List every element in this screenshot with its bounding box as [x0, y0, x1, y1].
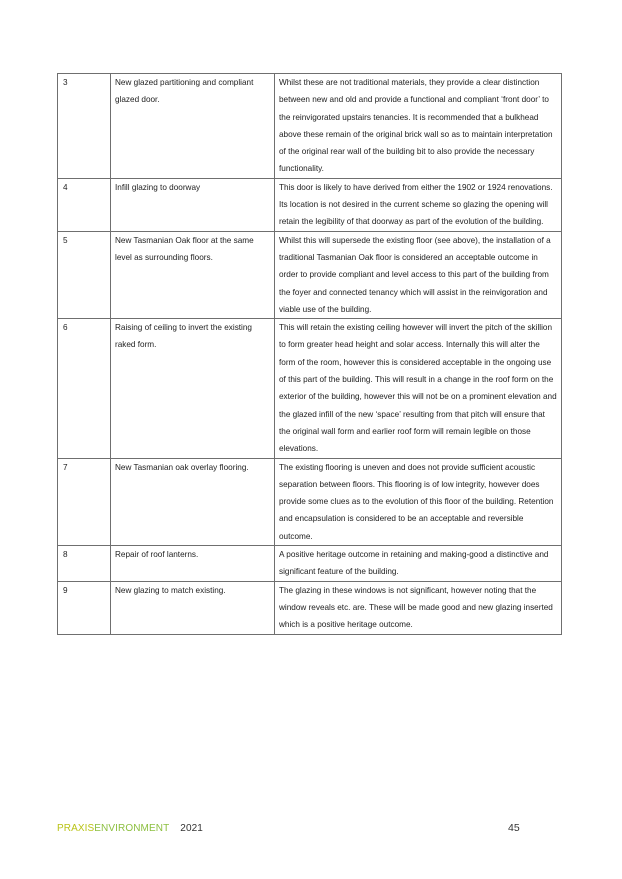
footer-brand: [57, 823, 203, 834]
table-row: [58, 581, 562, 634]
row-item: Repair of roof lanterns.: [111, 546, 275, 582]
row-item: New Tasmanian Oak floor at the same level as surrounding floors.: [111, 231, 275, 318]
page-number: 45: [508, 822, 520, 834]
table-row: [58, 178, 562, 231]
row-number: 6: [58, 319, 111, 458]
row-number: 9: [58, 581, 111, 634]
row-description: This will retain the existing ceiling however will invert the pitch of the skillion to form greater head height and solar access. Internally this will alter the form of the room, however this is considered acceptable in the ongoing use of this part of the building. This will result in a change in the roof form on the exterior of the building, however this will not be on a prominent elevation and the glazed infill of the new ‘space’ resulting from that pitch will ensure that the original wall form and earlier roof form will remain legible on those elevations.: [275, 319, 562, 458]
row-description: A positive heritage outcome in retaining and making-good a distinctive and significant feature of the building.: [275, 546, 562, 582]
row-description: The existing flooring is uneven and does not provide sufficient acoustic separation between floors. This flooring is of low integrity, however does provide some clues as to the evolution of this floor of the building. Retention and encapsulation is considered to be an acceptable and reversible outcome.: [275, 458, 562, 545]
brand-name-part1: PRAXIS: [57, 823, 95, 834]
table-row: [58, 74, 562, 179]
table-row: [58, 458, 562, 545]
row-item: New glazing to match existing.: [111, 581, 275, 634]
row-description: Whilst these are not traditional materials, they provide a clear distinction between new and old and provide a functional and compliant ‘front door’ to the reinvigorated upstairs tenancies. It is recommended that a bulkhead above these remain of the original brick wall so as to maintain interpretation of the original rear wall of the building bit to also provide the necessary functionality.: [275, 74, 562, 179]
brand-name-part2: ENVIRONMENT: [94, 823, 170, 834]
heritage-works-table: [57, 73, 562, 635]
table-body: [58, 74, 562, 635]
footer-year: 2021: [180, 823, 203, 834]
row-number: 8: [58, 546, 111, 582]
row-item: New Tasmanian oak overlay flooring.: [111, 458, 275, 545]
row-description: The glazing in these windows is not significant, however noting that the window reveals etc. are. These will be made good and new glazing inserted which is a positive heritage outcome.: [275, 581, 562, 634]
row-number: 4: [58, 178, 111, 231]
row-item: New glazed partitioning and compliant glazed door.: [111, 74, 275, 179]
row-item: Raising of ceiling to invert the existing raked form.: [111, 319, 275, 458]
row-number: 3: [58, 74, 111, 179]
row-number: 7: [58, 458, 111, 545]
row-item: Infill glazing to doorway: [111, 178, 275, 231]
row-description: Whilst this will supersede the existing floor (see above), the installation of a traditional Tasmanian Oak floor is considered an acceptable outcome in order to provide compliant and level access to this part of the building from the foyer and connected tenancy which will assist in the reinvigoration and viable use of the building.: [275, 231, 562, 318]
table-row: [58, 231, 562, 318]
table-row: [58, 319, 562, 458]
row-number: 5: [58, 231, 111, 318]
row-description: This door is likely to have derived from either the 1902 or 1924 renovations. Its location is not desired in the current scheme so glazing the opening will retain the legibility of that doorway as part of the evolution of the building.: [275, 178, 562, 231]
table-row: [58, 546, 562, 582]
